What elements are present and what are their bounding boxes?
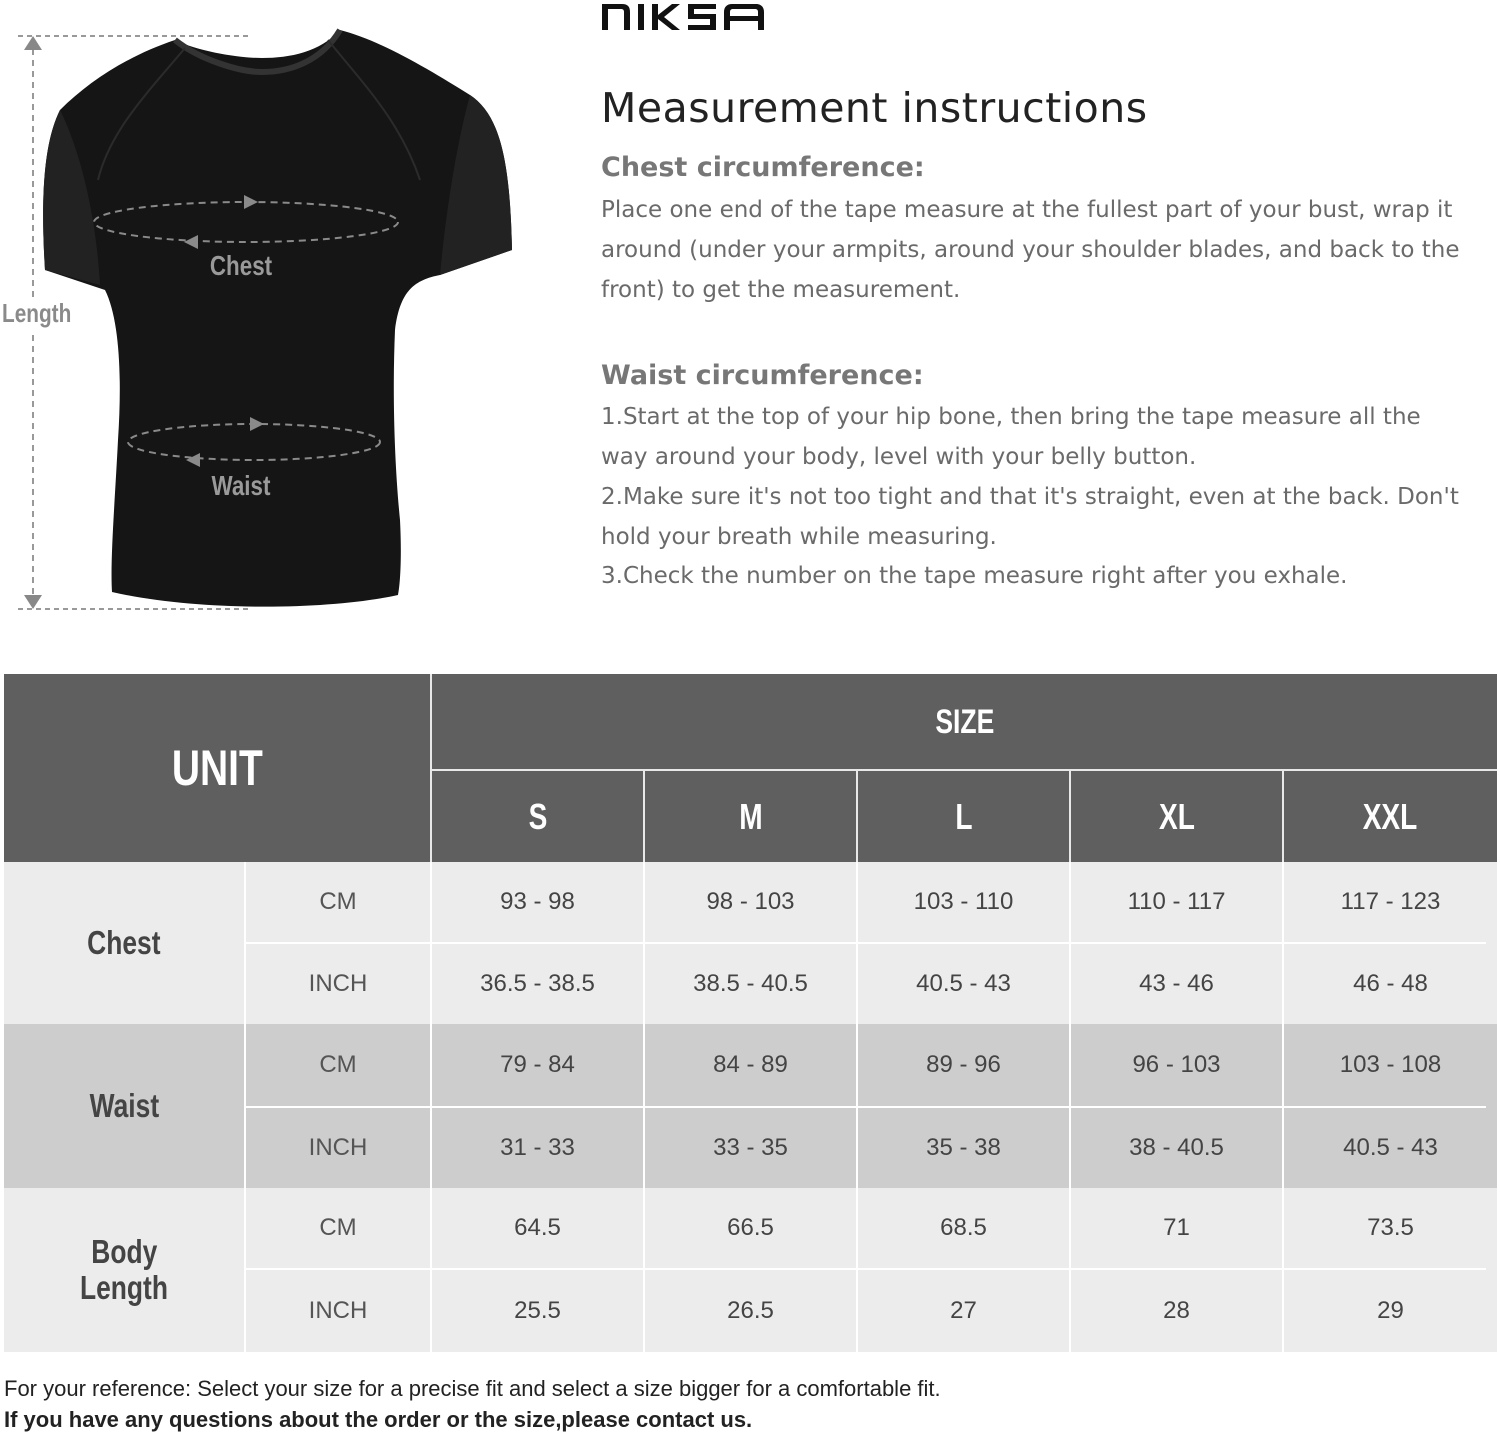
size-xl-header: XL: [1159, 795, 1195, 837]
chest-label: Chest: [209, 250, 273, 281]
table-cell-unit: CM: [319, 1051, 357, 1078]
reference-note: For your reference: Select your size for a precise fit and select a size bigger for a comfortable fit.: [4, 1376, 941, 1401]
table-cell: 40.5 - 43: [1343, 1134, 1438, 1161]
body-length-group-label: Body Length: [79, 1233, 168, 1306]
table-cell: 31 - 33: [500, 1134, 575, 1161]
table-cell: 46 - 48: [1353, 970, 1428, 997]
table-cell: 43 - 46: [1139, 970, 1214, 997]
table-cell-unit: CM: [319, 1214, 357, 1241]
table-cell: 28: [1163, 1297, 1190, 1324]
size-s-header: S: [528, 795, 548, 837]
length-label: Length: [2, 298, 72, 328]
table-cell-unit: INCH: [308, 1134, 368, 1161]
table-cell: 117 - 123: [1340, 888, 1441, 915]
table-cell: 103 - 108: [1339, 1051, 1442, 1078]
table-cell: 33 - 35: [713, 1134, 788, 1161]
table-cell: 26.5: [727, 1297, 774, 1324]
niksa-logo-graphic: [600, 0, 770, 34]
table-cell: 68.5: [940, 1214, 987, 1241]
waist-step-3: 3.Check the number on the tape measure right after you exhale.: [601, 563, 1348, 589]
table-cell-unit: INCH: [308, 970, 368, 997]
t-shirt-image: [0, 0, 560, 640]
size-l-header: L: [955, 795, 973, 837]
table-cell: 38 - 40.5: [1129, 1134, 1224, 1161]
table-cell: 40.5 - 43: [916, 970, 1011, 997]
chest-heading: Chest circumference:: [601, 152, 925, 183]
table-cell: 110 - 117: [1127, 888, 1226, 915]
table-cell-unit: CM: [319, 888, 357, 915]
table-cell: 25.5: [514, 1297, 561, 1324]
table-cell: 36.5 - 38.5: [480, 970, 595, 997]
table-cell: 98 - 103: [706, 888, 795, 915]
waist-step-2: 2.Make sure it's not too tight and that it's straight, even at the back. Don't hold your breath while measuring.: [601, 484, 1459, 550]
size-header-text: SIZE: [935, 702, 994, 741]
table-cell: 27: [950, 1297, 977, 1324]
brand-logo: [600, 0, 770, 38]
table-cell: 71: [1163, 1214, 1190, 1241]
chest-instructions: Place one end of the tape measure at the fullest part of your bust, wrap it around (under your armpits, around your shoulder blades, and back to the front) to get the measurement.: [601, 197, 1460, 303]
waist-group-label: Waist: [89, 1087, 159, 1124]
unit-header: [4, 674, 430, 862]
waist-step-1: 1.Start at the top of your hip bone, then bring the tape measure all the way around your body, level with your belly button.: [601, 404, 1421, 470]
table-cell: 64.5: [514, 1214, 561, 1241]
table-cell: 35 - 38: [926, 1134, 1001, 1161]
shirt-illustration: [0, 0, 560, 640]
table-cell-unit: INCH: [308, 1297, 368, 1324]
table-cell: 93 - 98: [500, 888, 575, 915]
table-cell: 29: [1377, 1297, 1404, 1324]
instructions-title: Measurement instructions: [601, 84, 1148, 132]
chest-group-label: Chest: [87, 924, 161, 961]
table-cell: 73.5: [1367, 1214, 1414, 1241]
contact-note: If you have any questions about the order or the size,please contact us.: [4, 1407, 753, 1432]
size-m-header: M: [739, 795, 763, 837]
size-xxl-header: XXL: [1363, 795, 1418, 837]
table-cell: 89 - 96: [926, 1051, 1001, 1078]
table-cell: 66.5: [727, 1214, 774, 1241]
waist-heading: Waist circumference:: [601, 360, 924, 391]
size-header: [432, 674, 1497, 770]
table-cell: 103 - 110: [913, 888, 1014, 915]
table-cell: 38.5 - 40.5: [693, 970, 808, 997]
table-cell: 84 - 89: [713, 1051, 788, 1078]
size-chart-table: [4, 674, 1497, 1352]
unit-header-text: UNIT: [171, 740, 263, 796]
table-cell: 96 - 103: [1132, 1051, 1221, 1078]
table-cell: 79 - 84: [500, 1051, 575, 1078]
waist-label: Waist: [211, 470, 271, 501]
